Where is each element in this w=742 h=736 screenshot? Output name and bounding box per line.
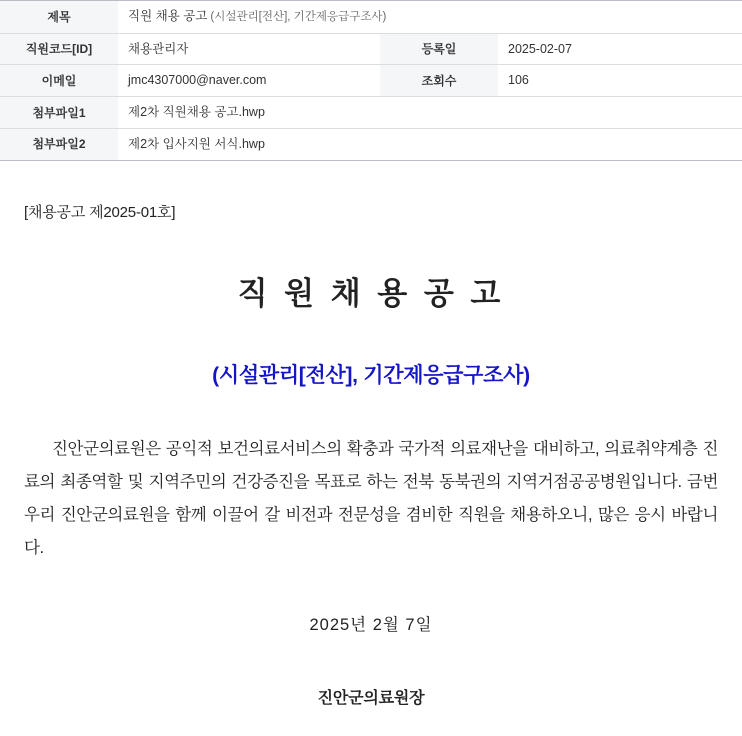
meta-value-author-code: 채용관리자 [118, 33, 380, 65]
document-body [0, 201, 742, 708]
notice-number: [채용공고 제2025-01호] [24, 204, 176, 222]
meta-value-title-main: 직원 채용 공고 [128, 9, 208, 23]
meta-value-title [118, 1, 742, 34]
meta-label-title: 제목 [0, 1, 118, 34]
meta-value-title-sub: (시설관리[전산], 기간제응급구조사) [210, 11, 387, 23]
issue-date: 2025년 2월 7일 [309, 616, 433, 635]
table-row [0, 33, 742, 65]
meta-label-view-count: 조회수 [380, 65, 498, 97]
table-row [0, 129, 742, 161]
meta-label-author-code: 직원코드[ID] [0, 33, 118, 65]
issuer-name: 진안군의료원장 [317, 690, 425, 708]
meta-value-view-count: 106 [498, 65, 742, 97]
meta-label-attachment-1: 첨부파일1 [0, 97, 118, 129]
meta-label-attachment-2: 첨부파일2 [0, 129, 118, 161]
intro-paragraph: 진안군의료원은 공익적 보건의료서비스의 확충과 국가적 의료재난을 대비하고, 의료취약계층 진료의 최종역할 및 지역주민의 건강증진을 목표로 하는 전북 동북권의 지역거점공공병원입니다. 금번 우리 진안군의료원을 함께 이끌어 갈 비전과 전문성을 겸비한 직원을 채용하오니, 많은 응시 바랍니다. [24, 440, 718, 558]
page-subtitle: (시설관리[전산], 기간제응급구조사) [212, 364, 530, 388]
meta-label-email: 이메일 [0, 65, 118, 97]
attachment-link-2[interactable]: 제2차 입사지원 서식.hwp [118, 129, 742, 161]
table-row [0, 1, 742, 34]
post-meta-table [0, 0, 742, 161]
meta-value-registered-date: 2025-02-07 [498, 33, 742, 65]
attachment-link-1[interactable]: 제2차 직원채용 공고.hwp [118, 97, 742, 129]
table-row [0, 97, 742, 129]
page-title: 직 원 채 용 공 고 [237, 276, 505, 312]
meta-label-registered-date: 등록일 [380, 33, 498, 65]
table-row [0, 65, 742, 97]
meta-value-email: jmc4307000@naver.com [118, 65, 380, 97]
